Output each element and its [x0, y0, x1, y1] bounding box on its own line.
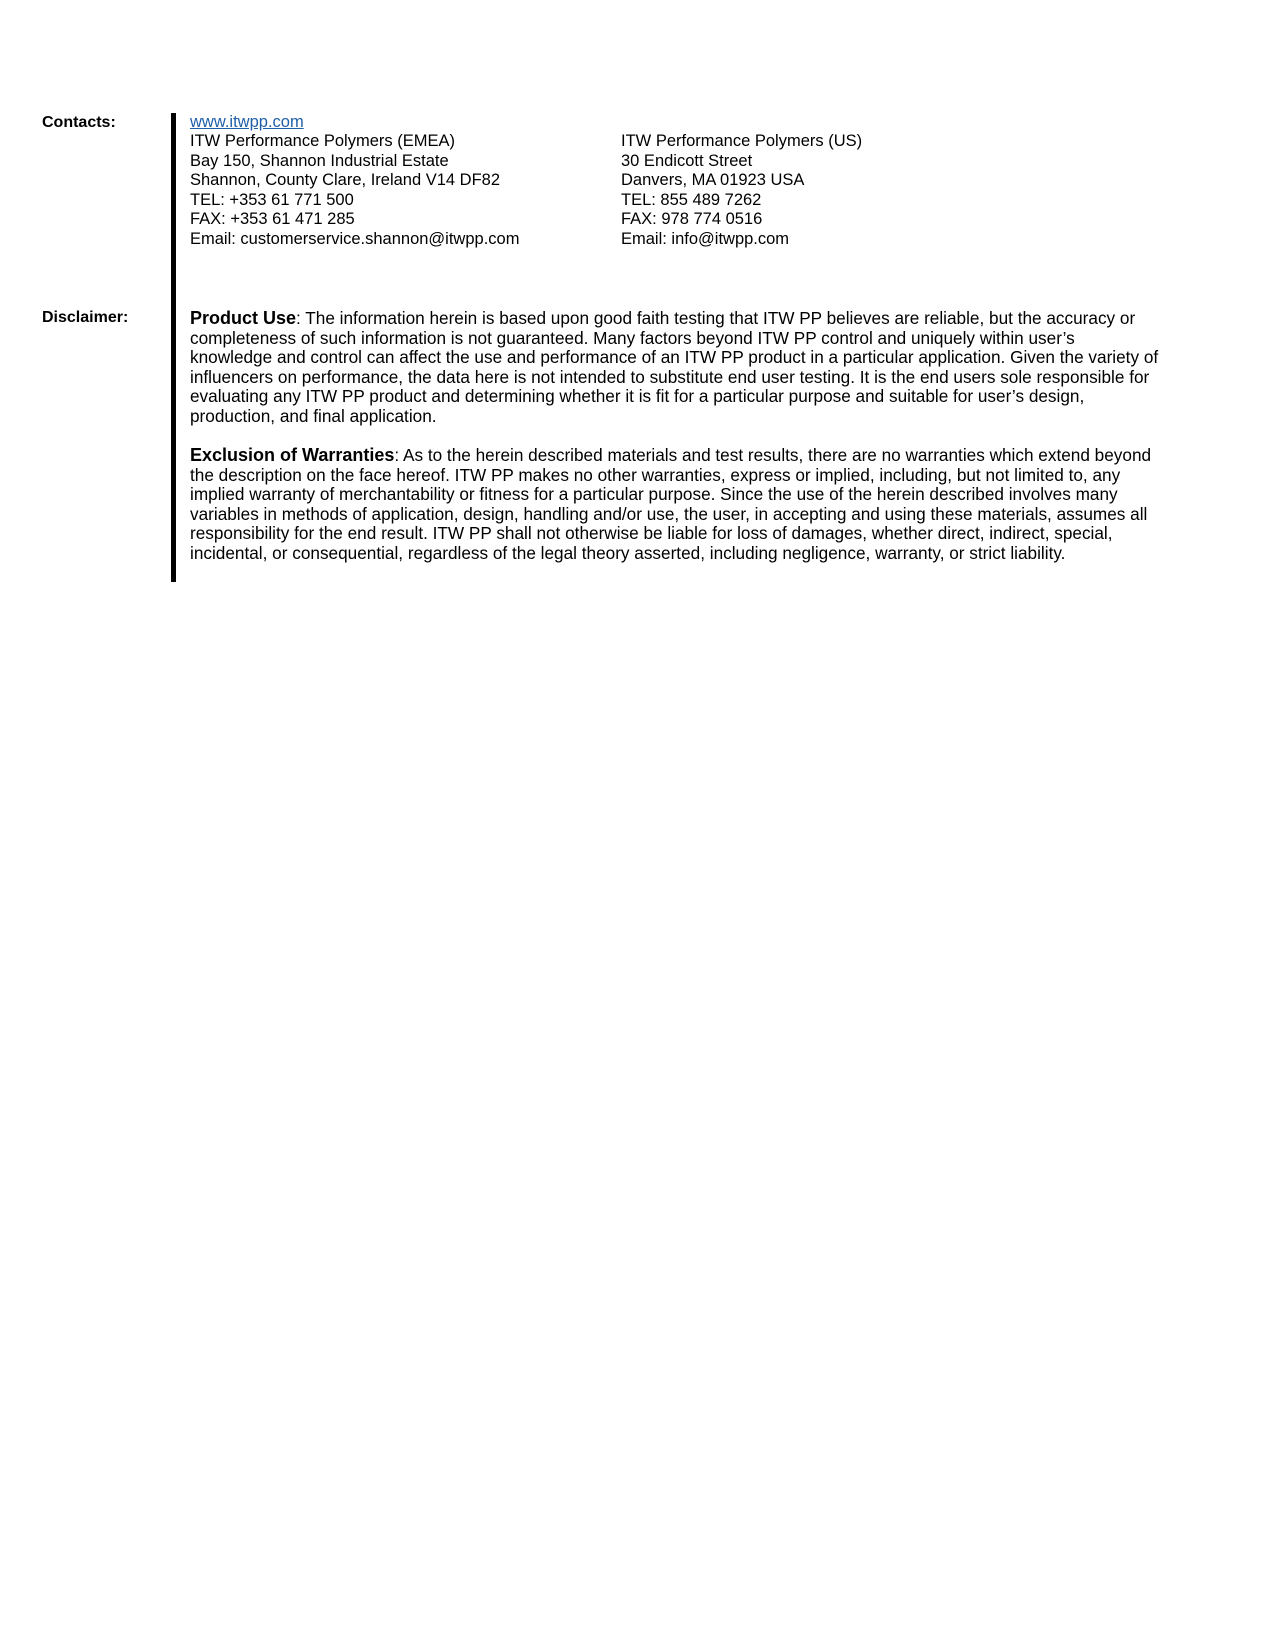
emea-address-line1: Bay 150, Shannon Industrial Estate	[190, 151, 449, 170]
exclusion-text: : As to the herein described materials and test results, there are no warranties which extend beyond the description on the face hereof. ITW PP makes no other warranties, express or implied, including, but not limited to, any implied warranty of merchantability or fitness for a particular purpose. Since the use of the herein described involves many variables in methods of application, design, handling and/or use, the user, in accepting and using these materials, assumes all responsibility for the end result. ITW PP shall not otherwise be liable for loss of damages, whether direct, indirect, special, incidental, or consequential, regardless of the legal theory asserted, including negligence, warranty, or strict liability.	[190, 445, 1152, 563]
us-fax: FAX: 978 774 0516	[621, 210, 763, 228]
disclaimer-label: Disclaimer:	[42, 309, 129, 326]
exclusion-paragraph	[190, 446, 1160, 563]
website-link[interactable]: www.itwpp.com	[190, 113, 304, 131]
emea-fax: FAX: +353 61 471 285	[190, 210, 355, 228]
us-address-line2: Danvers, MA 01923 USA	[621, 171, 805, 189]
us-email: Email: info@itwpp.com	[621, 229, 790, 248]
emea-company: ITW Performance Polymers (EMEA)	[190, 132, 455, 150]
exclusion-heading: Exclusion of Warranties	[190, 445, 395, 465]
product-use-heading: Product Use	[190, 308, 297, 328]
contact-us	[621, 132, 862, 249]
product-use-paragraph	[190, 309, 1160, 426]
us-company: ITW Performance Polymers (US)	[621, 132, 863, 150]
contacts-label: Contacts:	[42, 114, 116, 131]
contact-emea	[190, 132, 519, 249]
emea-tel: TEL: +353 61 771 500	[190, 190, 354, 209]
emea-email: Email: customerservice.shannon@itwpp.com	[190, 229, 520, 248]
emea-address-line2: Shannon, County Clare, Ireland V14 DF82	[190, 171, 501, 189]
vertical-rule	[171, 113, 176, 582]
us-tel: TEL: 855 489 7262	[621, 190, 762, 209]
us-address-line1: 30 Endicott Street	[621, 151, 753, 170]
product-use-text: : The information herein is based upon good faith testing that ITW PP believes are reliable, but the accuracy or completeness of such information is not guaranteed. Many factors beyond ITW PP control and uniquely within user’s knowledge and control can affect the use and performance of an ITW PP product in a particular application. Given the variety of influencers on performance, the data here is not intended to substitute end user testing. It is the end users sole responsible for evaluating any ITW PP product and determining whether it is fit for a particular purpose and suitable for user’s design, production, and final application.	[190, 308, 1159, 426]
